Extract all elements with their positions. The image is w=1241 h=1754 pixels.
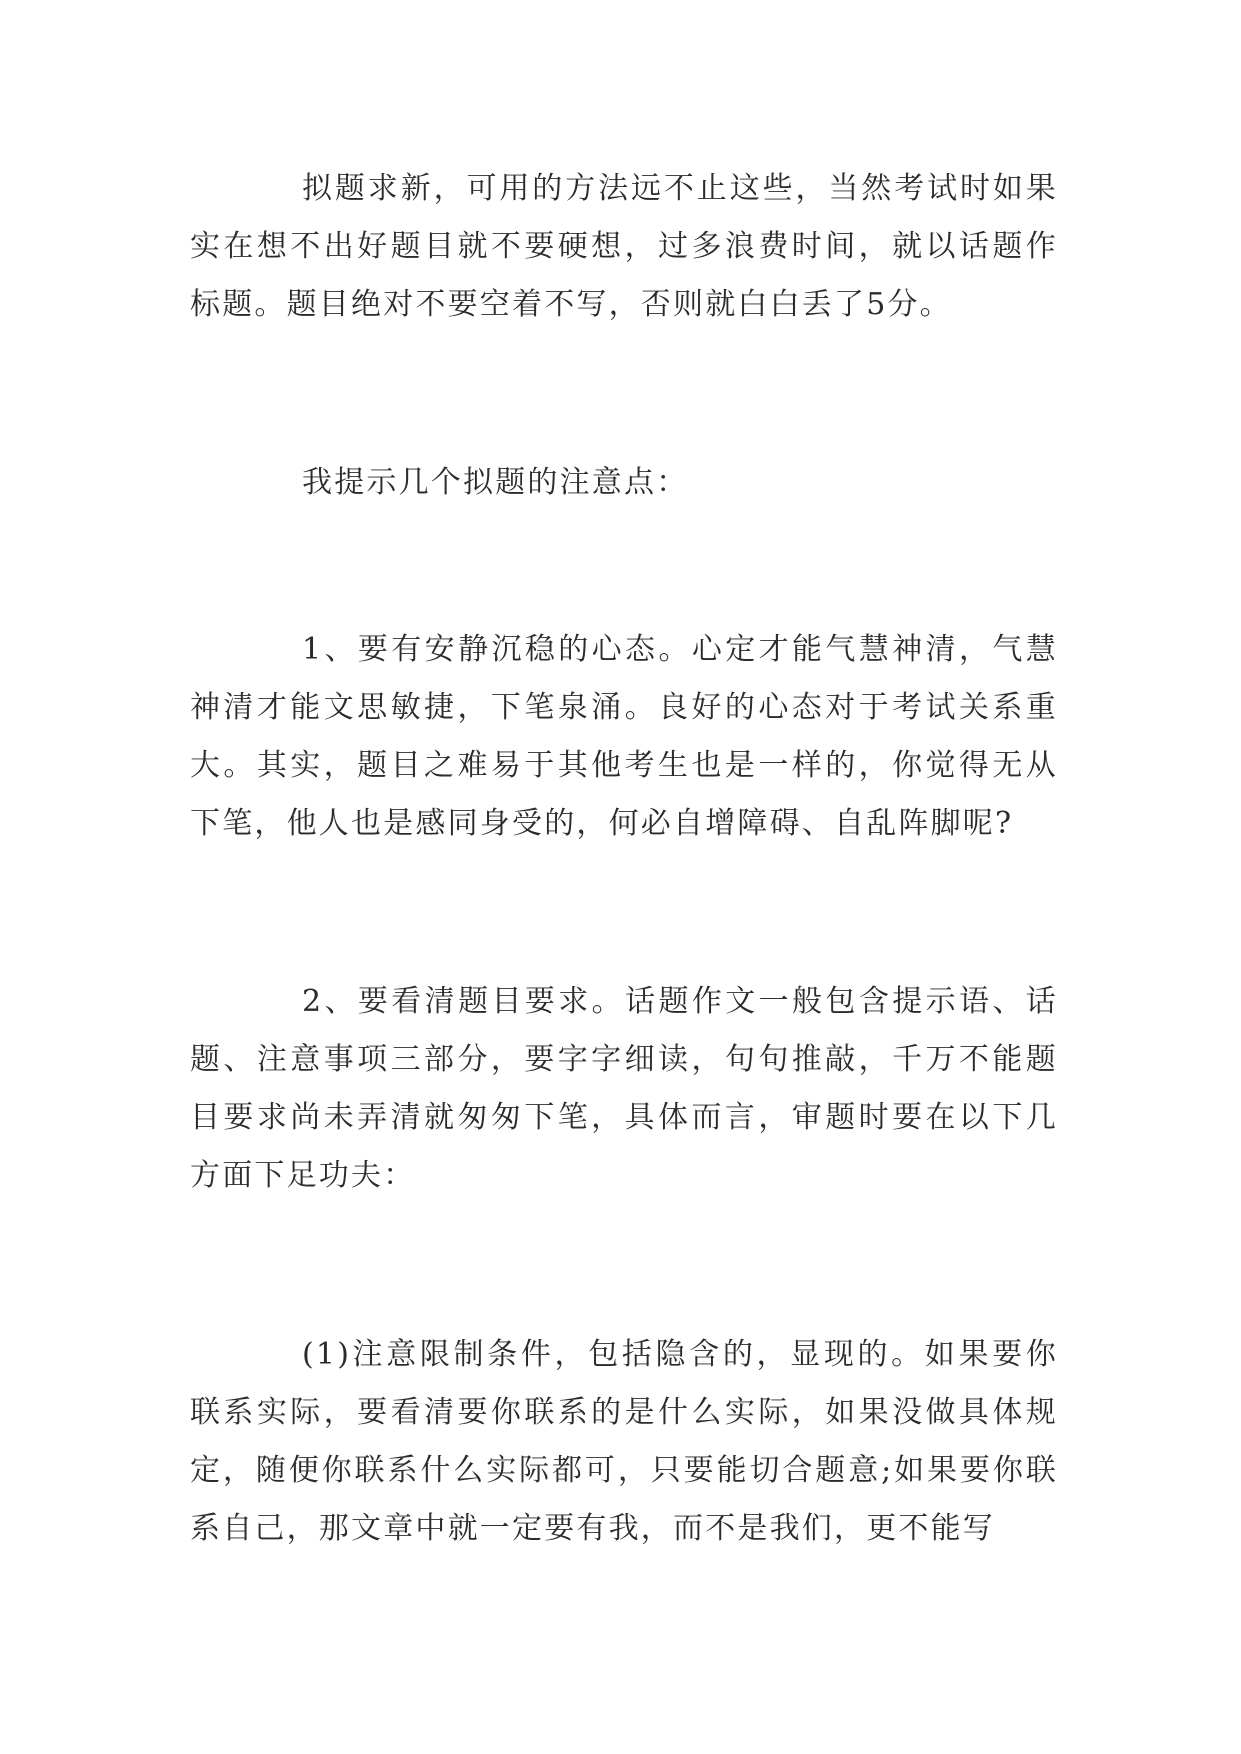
paragraph-point-2: 2、要看清题目要求。话题作文一般包含提示语、话题、注意事项三部分，要字字细读，句句推敲，千万不能题目要求尚未弄清就匆匆下笔，具体而言，审题时要在以下几方面下足功夫： [190,984,1058,1193]
paragraph-point-1: 1、要有安静沉稳的心态。心定才能气慧神清，气慧神清才能文思敏捷，下笔泉涌。良好的心态对于考试关系重大。其实，题目之难易于其他考生也是一样的，你觉得无从下笔，他人也是感同身受的，何必自增障碍、自乱阵脚呢? [190,632,1058,841]
paragraph-title-method: 拟题求新，可用的方法远不止这些，当然考试时如果实在想不出好题目就不要硬想，过多浪费时间，就以话题作标题。题目绝对不要空着不写，否则就白白丢了5分。 [190,171,1058,322]
paragraph-notice-intro: 我提示几个拟题的注意点： [302,465,689,500]
paragraph-subpoint-1: (1)注意限制条件，包括隐含的，显现的。如果要你联系实际，要看清要你联系的是什么实际，如果没做具体规定，随便你联系什么实际都可，只要能切合题意;如果要你联系自己，那文章中就一定要有我，而不是我们，更不能写 [190,1337,1058,1546]
